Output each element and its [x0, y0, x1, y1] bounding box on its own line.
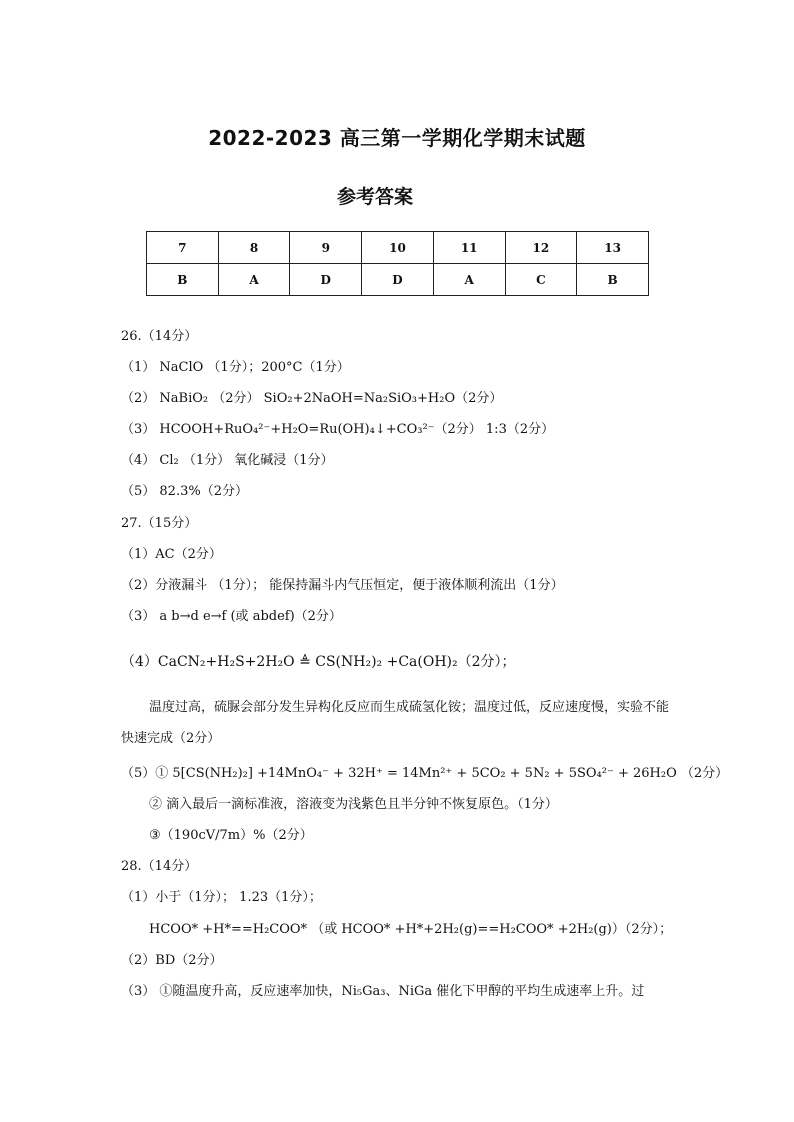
table-cell: 11	[433, 232, 505, 264]
q28-answer-2: （2）BD（2分）	[121, 953, 223, 968]
q26-answer-4: （4） Cl₂ （1分） 氧化碱浸（1分）	[121, 453, 334, 468]
table-row	[147, 232, 649, 264]
answer-table	[146, 231, 649, 296]
table-cell: C	[505, 264, 577, 296]
table-cell: 7	[147, 232, 219, 264]
table-cell: B	[147, 264, 219, 296]
q26-answer-5: （5） 82.3%（2分）	[121, 484, 248, 499]
q27-answer-5-equation: （5）① 5[CS(NH₂)₂] +14MnO₄⁻ + 32H⁺ = 14Mn²⁺ + 5CO₂ + 5N₂ + 5SO₄²⁻ + 26H₂O （2分）	[121, 766, 729, 781]
q26-answer-3: （3） HCOOH+RuO₄²⁻+H₂O=Ru(OH)₄↓+CO₃²⁻（2分） 1:3（2分）	[121, 422, 555, 437]
q28-answer-1: （1）小于（1分）； 1.23（1分）；	[121, 890, 322, 905]
table-cell: 8	[218, 232, 290, 264]
q27-answer-1: （1）AC（2分）	[121, 547, 222, 562]
q27-header: 27.（15分）	[121, 516, 198, 531]
table-cell: A	[218, 264, 290, 296]
q26-answer-1: （1） NaClO （1分）；200°C（1分）	[121, 360, 350, 375]
q27-answer-5-endpoint: ② 滴入最后一滴标准液，溶液变为浅紫色且半分钟不恢复原色。（1分）	[149, 797, 558, 812]
page-title: 2022-2023 高三第一学期化学期末试题	[208, 126, 586, 150]
table-cell: 12	[505, 232, 577, 264]
q27-answer-4-explanation: 温度过高，硫脲会部分发生异构化反应而生成硫氢化铵；温度过低，反应速度慢，实验不能快速完成（2分）	[121, 700, 670, 746]
q27-answer-2: （2）分液漏斗 （1分）； 能保持漏斗内气压恒定，便于液体顺利流出（1分）	[121, 578, 564, 593]
q26-answer-2: （2） NaBiO₂ （2分） SiO₂+2NaOH=Na₂SiO₃+H₂O（2分）	[121, 391, 503, 406]
q27-answer-4-equation: （4）CaCN₂+H₂S+2H₂O ≜ CS(NH₂)₂ +Ca(OH)₂（2分）；	[121, 654, 516, 670]
table-row	[147, 264, 649, 296]
q28-header: 28.（14分）	[121, 859, 198, 874]
table-cell: D	[362, 264, 434, 296]
table-cell: 13	[577, 232, 649, 264]
q26-header: 26.（14分）	[121, 329, 198, 344]
q28-answer-3: （3） ①随温度升高，反应速率加快，Ni₅Ga₃、NiGa 催化下甲醇的平均生成速率上升。过	[121, 984, 645, 999]
page-subtitle: 参考答案	[336, 186, 413, 208]
q27-answer-3: （3） a b→d e→f (或 abdef)（2分）	[121, 609, 342, 624]
table-cell: 10	[362, 232, 434, 264]
table-cell: D	[290, 264, 362, 296]
q28-answer-1-equation: HCOO* +H*==H₂COO* （或 HCOO* +H*+2H₂(g)==H₂COO* +2H₂(g)）（2分）；	[149, 922, 673, 937]
q27-answer-5-formula: ③（190cV/7m）%（2分）	[149, 828, 313, 843]
table-cell: A	[433, 264, 505, 296]
table-cell: B	[577, 264, 649, 296]
table-cell: 9	[290, 232, 362, 264]
